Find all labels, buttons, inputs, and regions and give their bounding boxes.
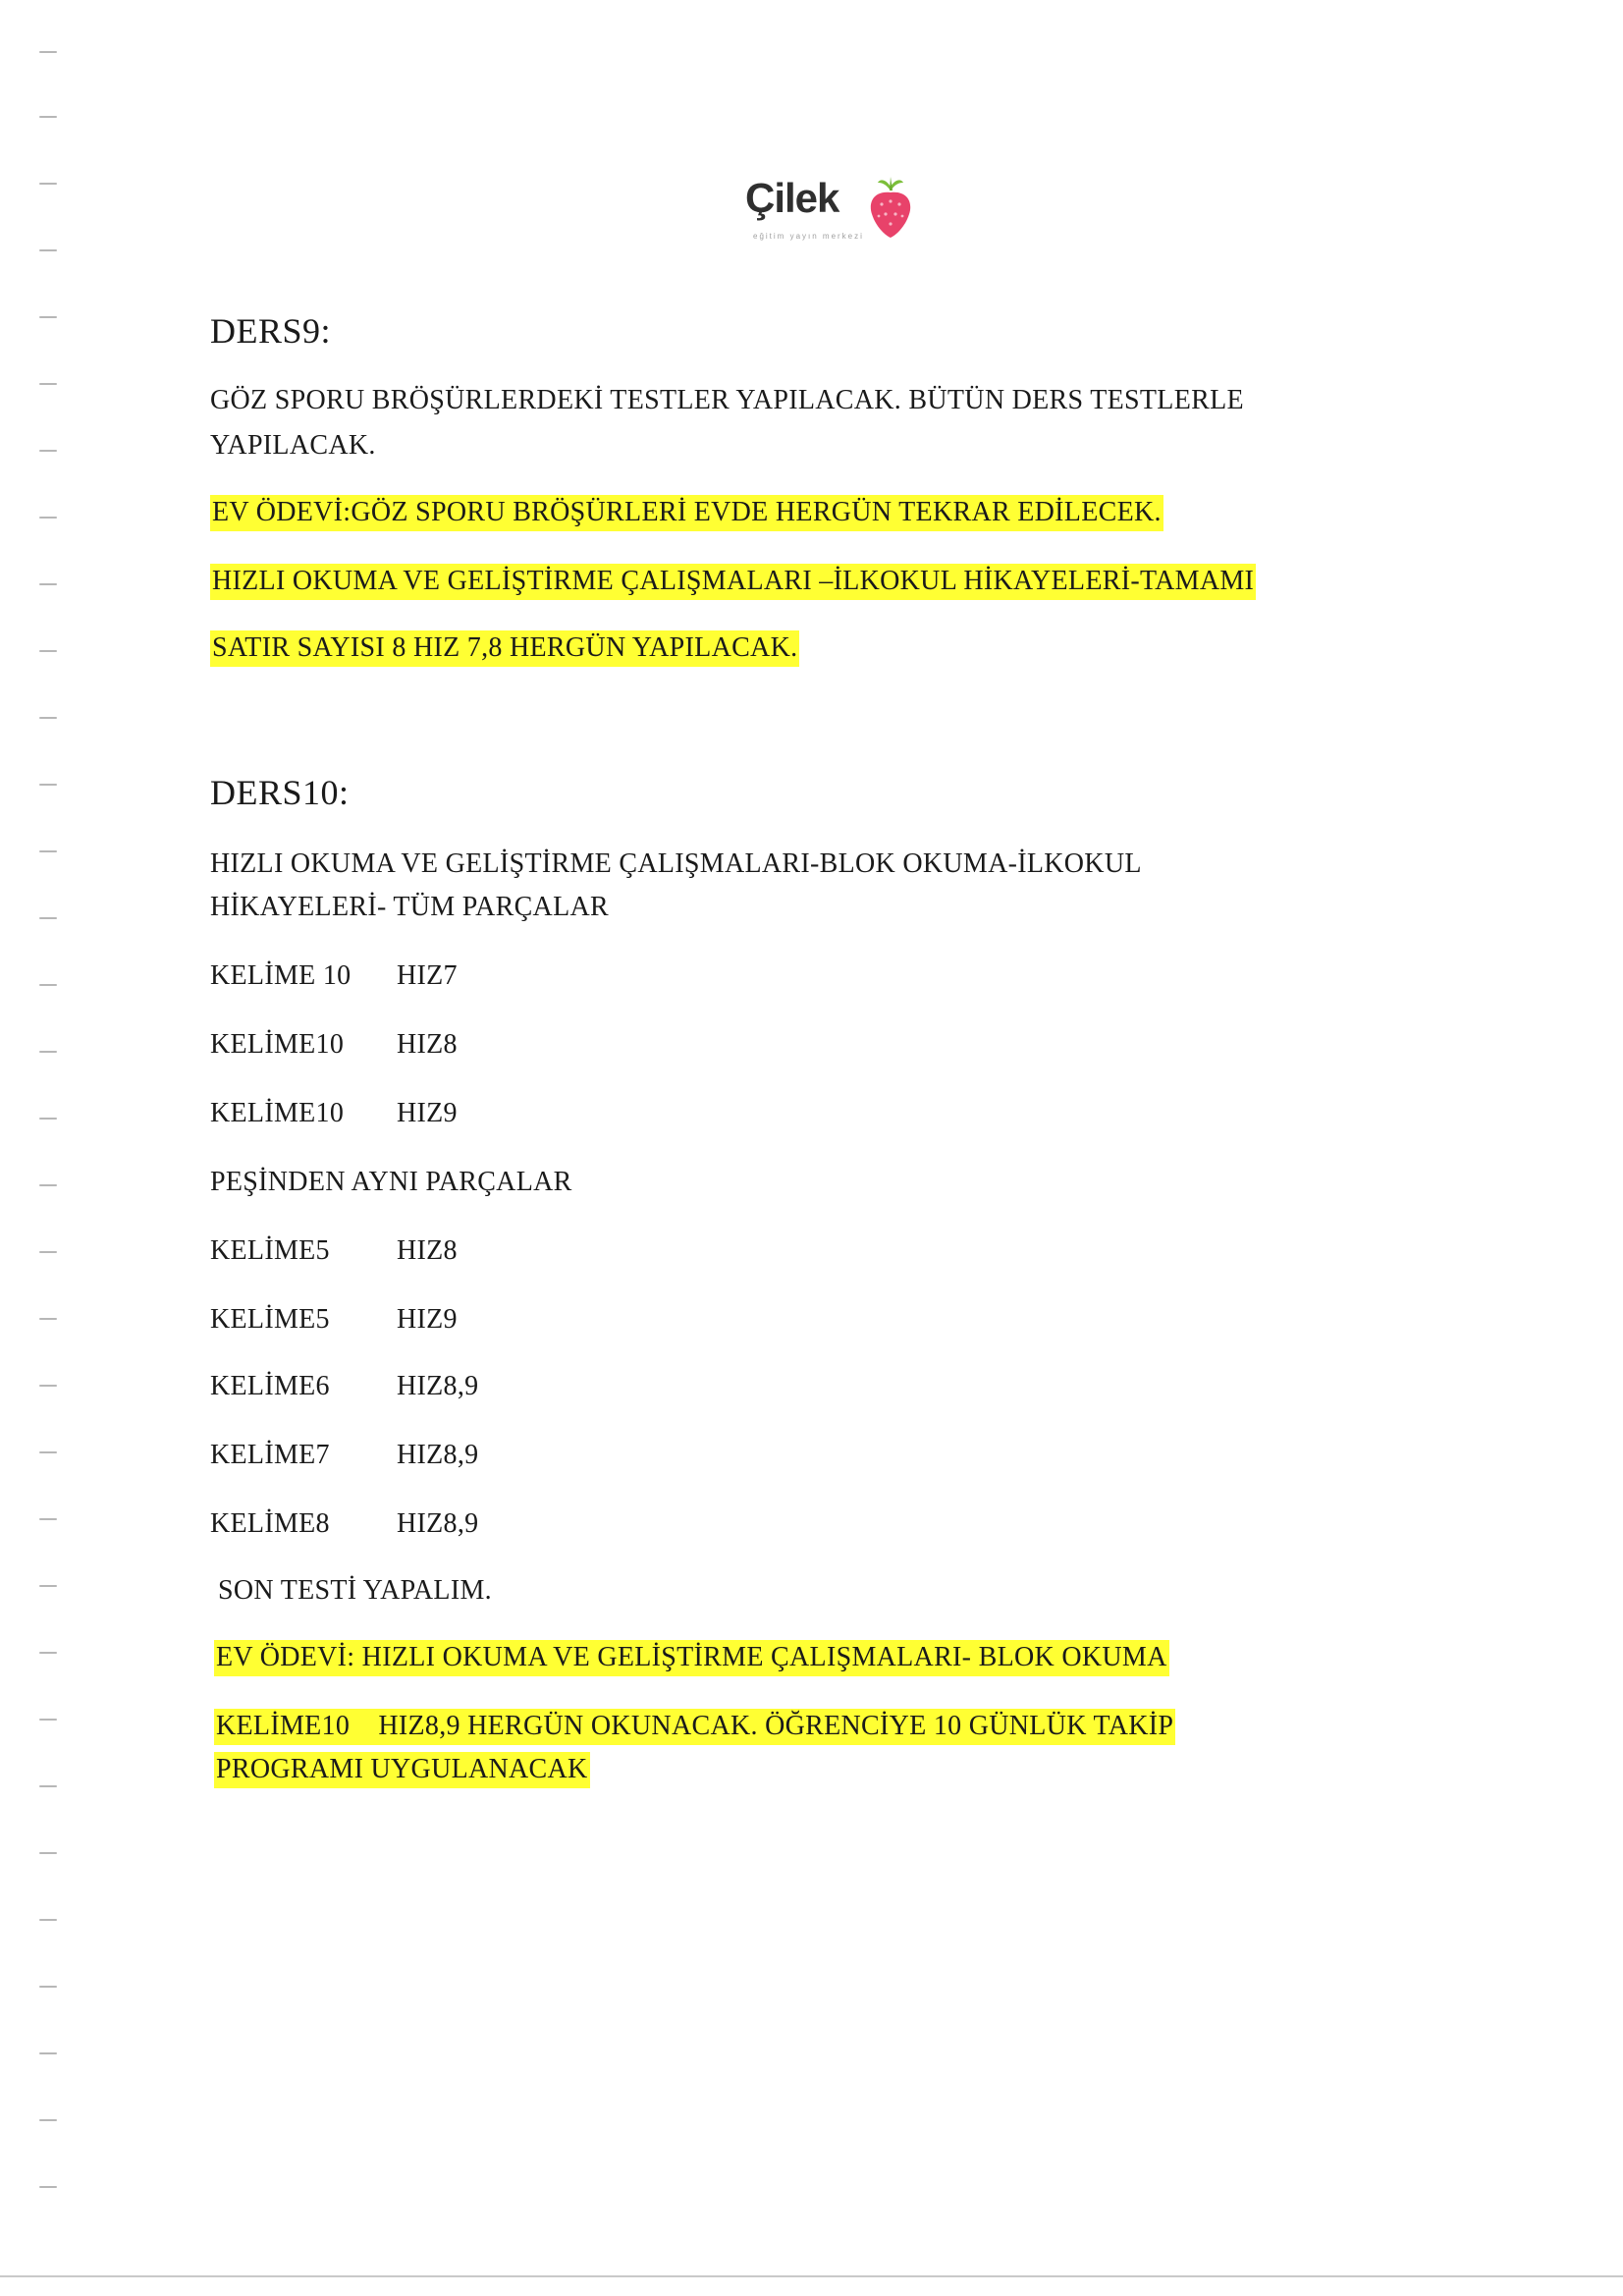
exercise-speed: HIZ8,9: [397, 1508, 479, 1539]
exercise-row: [210, 1369, 478, 1404]
exercise-speed: HIZ9: [397, 1098, 458, 1128]
lesson10-intro-line2: HİKAYELERİ- TÜM PARÇALAR: [210, 892, 609, 922]
exercise-row: [210, 1233, 458, 1269]
highlight: HIZLI OKUMA VE GELİŞTİRME ÇALIŞMALARI –İLKOKUL HİKAYELERİ-TAMAMI: [210, 564, 1256, 600]
exercise-row: [210, 1506, 478, 1542]
exercise-word-count: KELİME 10: [210, 960, 352, 991]
lesson9-homework-line1: [210, 495, 1163, 530]
exercise-row: [210, 1302, 458, 1338]
lesson10-homework-line1: [214, 1640, 1169, 1675]
lesson10-intro-line1: HIZLI OKUMA VE GELİŞTİRME ÇALIŞMALARI-BLOK OKUMA-İLKOKUL: [210, 848, 1142, 879]
exercise-speed: HIZ8: [397, 1029, 458, 1060]
logo-wordmark: Çilek: [745, 175, 839, 221]
lesson9-heading: DERS9:: [210, 311, 332, 351]
lesson10-homework-line3: [214, 1752, 590, 1787]
exercise-word-count: KELİME10: [210, 1029, 345, 1060]
exercise-word-count: KELİME6: [210, 1371, 330, 1401]
exercise-word-count: KELİME10: [210, 1098, 345, 1128]
exercise-word-count: KELİME5: [210, 1304, 330, 1335]
exercise-word-count: KELİME8: [210, 1508, 330, 1539]
exercise-word-count: KELİME5: [210, 1235, 330, 1266]
exercise-word-count: KELİME7: [210, 1440, 330, 1470]
lesson10-final-test: SON TESTİ YAPALIM.: [218, 1575, 492, 1606]
lesson9-homework-line2: [210, 564, 1256, 599]
lesson10-followup: PEŞİNDEN AYNI PARÇALAR: [210, 1167, 572, 1197]
exercise-speed: HIZ8,9: [397, 1440, 479, 1470]
logo-tagline: eğitim yayın merkezi: [753, 232, 864, 241]
lesson10-homework-line2: [214, 1709, 1175, 1744]
exercise-row: [210, 958, 458, 994]
strawberry-icon: [866, 173, 915, 242]
exercise-row: [210, 1096, 458, 1131]
cilek-logo: [745, 173, 922, 267]
binding-marks: [39, 0, 69, 2296]
lesson9-text-line1: GÖZ SPORU BRÖŞÜRLERDEKİ TESTLER YAPILACAK. BÜTÜN DERS TESTLERLE: [210, 385, 1244, 415]
highlight: EV ÖDEVİ: HIZLI OKUMA VE GELİŞTİRME ÇALIŞMALARI- BLOK OKUMA: [214, 1640, 1169, 1676]
highlight: EV ÖDEVİ:GÖZ SPORU BRÖŞÜRLERİ EVDE HERGÜN TEKRAR EDİLECEK.: [210, 495, 1163, 531]
exercise-speed: HIZ7: [397, 960, 458, 991]
lesson9-homework-line3: [210, 630, 799, 666]
exercise-row: [210, 1438, 478, 1473]
exercise-speed: HIZ8: [397, 1235, 458, 1266]
lesson10-heading: DERS10:: [210, 773, 350, 812]
highlight: SATIR SAYISI 8 HIZ 7,8 HERGÜN YAPILACAK.: [210, 630, 799, 667]
exercise-speed: HIZ9: [397, 1304, 458, 1335]
exercise-speed: HIZ8,9: [397, 1371, 479, 1401]
lesson9-text-line2: YAPILACAK.: [210, 430, 376, 461]
highlight: KELİME10 HIZ8,9 HERGÜN OKUNACAK. ÖĞRENCİYE 10 GÜNLÜK TAKİP: [214, 1709, 1175, 1745]
highlight: PROGRAMI UYGULANACAK: [214, 1752, 590, 1788]
bottom-rule: [0, 2275, 1623, 2277]
exercise-row: [210, 1027, 458, 1063]
